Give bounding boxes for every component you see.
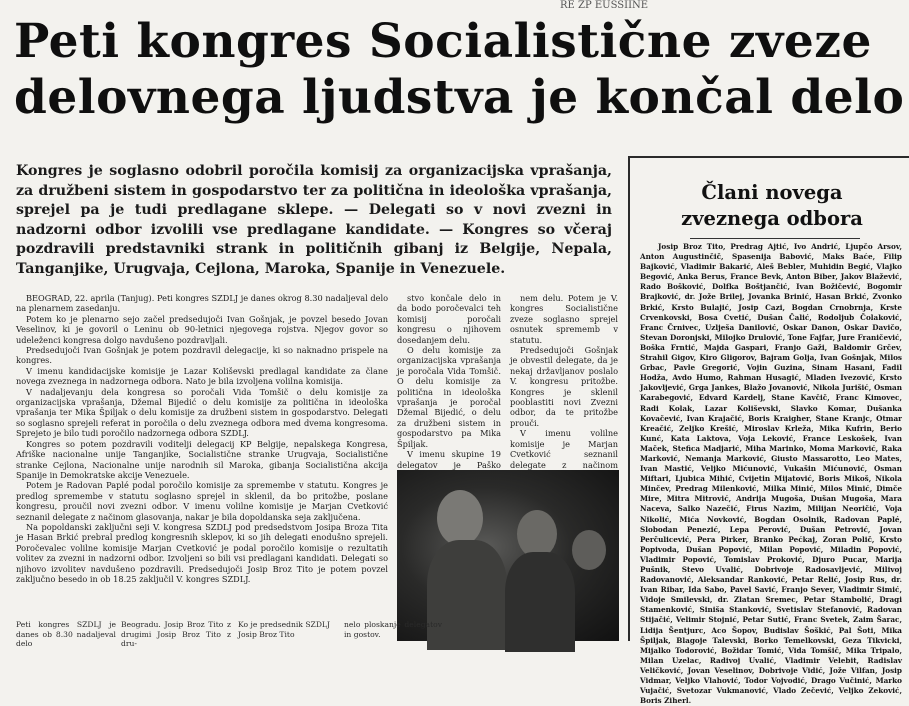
paragraph: V imenu kandidacijske komisije je Lazar Koliševski predlagal kandidate za člane novega zveznega in nadzornega odbora. Nato je bila izvoljena volilna komisija. — [16, 365, 388, 387]
paragraph: nem delu. Potem je V. kongres Socialistične zveze soglasno sprejel osnutek sprememb v statutu. — [510, 293, 618, 345]
paragraph: stvo končale delo in da bodo poročevalci teh komisij poročali kongresu o njihovem dosedanjem delu. — [397, 293, 501, 345]
congress-photo — [397, 470, 619, 641]
paragraph: Peti kongres SZDLJ je danes ob 8.30 nadaljeval delo — [16, 620, 116, 648]
paragraph: V imenu volilne komisije je Marjan Cvetković seznanil delegate z načinom — [510, 428, 618, 470]
paragraph: nelo ploskanje delegatov in gostov. — [344, 620, 442, 639]
next-article-fragment — [16, 620, 616, 648]
headline-line-1: Peti kongres Socialistične zveze — [14, 14, 872, 69]
fragment-column-4 — [344, 620, 442, 641]
fragment-column-1 — [16, 620, 116, 648]
paragraph: BEOGRAD, 22. aprila (Tanjug). Peti kongres SZDLJ je danes okrog 8.30 nadaljeval delo na plenarnem zasedanju. — [16, 293, 388, 314]
headline-line-2: delovnega ljudstva je končal delo — [14, 70, 905, 125]
paragraph: Ko je predsednik SZDLJ Josip Broz Tito — [238, 620, 330, 639]
paragraph: Kongres so potem pozdravili voditelji delegacij KP Belgije, nepalskega Kongresa, Afriške nacionalne unije Tanganjike, Socialistične stranke Urugvaja, Socialistične stranke Cejlona, Nacionalne unije narodnih sil Maroka, gibanja Socialistična akcija Spanije in Demokratske akcije Venezuele. — [16, 438, 388, 480]
headline — [14, 14, 904, 126]
fragment-column-2 — [121, 620, 231, 648]
members-list: Josip Broz Tito, Predrag Ajtić, Ivo Andrić, Ljupčo Arsov, Anton Augustinčič, Spasenija Babović, Maks Baće, Filip Bajković, Vladimir Bakarić, Aleš Bebler, Muhidin Begić, Vlajko Begović, Anka Berus, France Bevk, Anton Biber, Jakov Blažević, Rado Bošković, Dolfka Boštjančić, Ivan Božičević, Bogomir Brajković, dr. Jože Brilej, Jovanka Brinić, Hasan Brkić, Zvonko Brkić, Krsto Bulajić, Josip Cazi, Bogdan Crnobrnja, Krste Crvenkovski, Bosa Cvetić, Dušan Čalić, Rodoljub Čolaković, Franc Črnivec, Uzlješa Danilović, Oskar Danon, Oskar Davičo, Stevan Doronjski, Milojko Drulović, Tone Fajfar, Jure Franičević, Boška Frntić, Majda Gaspari, Franjo Gaži, Baldomir Grčev, Strahil Gigov, Kiro Gligorov, Bajram Golja, Ivan Gošnjak, Milos Grbac, Pavle Gregorić, Vojin Guzina, Sinam Hasani, Fadil Hodža, Avdo Humo, Rahman Husagić, Mladen Ivezović, Krsto Jakovljević, Grga Jankes, Blažo Jovanović, Nikola Jurišić, Osman Karabegović, Edvard Kardelj, Stane Kavčič, Franc Kimovec, Radi Kolak, Lazar Koliševski, Slavko Komar, Dušanka Kovačević, Ivan Krajačić, Boris Kraigher, Stane Kranjc, Otmar Kreačić, Zeljko Krešić, Miroslav Krleža, Mika Kufrin, Berio Kunć, Kata Laktova, Voja Leković, France Leskošek, Ivan Maček, Stefica Madjarić, Miha Marinko, Moma Marković, Raka Marković, Nemanja Marković, Giusto Massarotto, Leo Mates, Ivan Mastić, Veljko Mićunović, Vukašin Mićunović, Osman Miftari, Ljubica Mihić, Cvijetin Mijatović, Boris Mikoš, Nikola Minčev, Predrag Milenković, Milka Minić, Milos Minić, Dimče Mire, Mitra Mitrović, Andrija Mugoša, Dušan Mugoša, Mara Naceva, Salko Nazečić, Firus Nazim, Milijan Neoričić, Voja Nikolić, Mića Novković, Bogdan Osolnik, Radovan Paplé, Slobodan Penezić, Lepa Perović, Dušan Petrović, Jovan Perčulicević, Pera Pirker, Branko Pećkaj, Zoran Polič, Krsto Popivoda, Dušan Popović, Milan Popović, Miladin Popović, Vladimir Popović, Tomislav Proković, Djuro Pucar, Marija Pušnik, Stevo Uvalić, Dobrivoje Radosavljević, Milivoj Radovanović, Aleksandar Ranković, Petar Relić, Josip Rus, dr. Ivan Ribar, Ida Sabo, Pavel Savić, Franjo Sever, Vladimir Simić, Vidoje Smilevski, dr. Zlatan Sremec, Petar Stambolić, Dragi Stamenković, Siniša Stanković, Svetislav Stefanović, Radovan Stijačić, Velimir Stojnić, Petar Sutić, Franc Svetek, Zaim Šarac, Lidija Šentjurc, Aco Šopov, Budislav Šoškić, Pal Šoti, Mika Špiljak, Blagoje Talevski, Borko Temelkovski, Geza Tikvicki, Mijalko Todorović, Božidar Tomić, Vida Tomšič, Mika Tripalo, Milan Uzelac, Radivoj Uvalić, Vladimir Velebit, Radislav Veličković, Jovan Veselinov, Dobrivoje Vidić, Jože Vilfan, Josip Vidmar, Veljko Vlahović, Todor Vojvodić, Drago Vučinić, Marko Vujačić, Svetozar Vukmanović, Vlado Zečević, Veljko Zeković, Boris Ziherl. — [640, 242, 902, 706]
members-box — [628, 156, 909, 706]
paragraph: V nadaljevanju dela kongresa so poročali Vida Tomšič o delu komisije za organizacijska vprašanja, Džemal Bijedić o delu komisije za politična in ideološka vprašanja ter Mika Špiljak o delu komisije za družbeni sistem in gospodarstvo. Delegati so soglasno sprejeli referat in poročila o delu zveznega odbora med dvema kongresoma. Sprejeto je bilo tudi poročilo nadzornega odbora SZDLJ. — [16, 386, 388, 439]
lead-paragraph: Kongres je soglasno odobril poročila komisij za organizacijska vprašanja, za družbeni sistem in gospodarstvo ter za politična in ideološka vprašanja, sprejel pa je tudi predlagane sklepe. — Delegati so v novi zvezni in nadzorni odbor izvolili vse predlagane kandidate. — Kongres so včeraj pozdravili predstavniki strank in političnih gibanj iz Belgije, Nepala, Tanganjike, Urugvaja, Cejlona, Maroka, Spanije in Venezuele. — [16, 163, 612, 277]
paragraph: Potem ko je plenarno sejo začel predsedujoči Ivan Gošnjak, je povzel besedo Jovan Veselinov, ki je govoril o Leninu ob 90-letnici njegovega rojstva. Njegov govor so udeleženci kongresa dolgo navdušeno pozdravljali. — [16, 313, 388, 345]
members-box-title: Člani novega zveznega odbora — [681, 181, 863, 230]
paragraph: Potem je Radovan Paplé podal poročilo komisije za spremembe v statutu. Kongres je predlog spremembe v statutu soglasno sprejel in sklenil, da bo pritožbe, poslane kongresu, proučil novi zvezni odbor. V imenu volilne komisije je Marjan Cvetković seznanil delegate z načinom glasovanja, nakar je bila dopoldanska seja zaključena. — [16, 480, 388, 522]
paragraph: Predsedujoči Gošnjak je obvestil delegate, da je nekaj državljanov poslalo V. kongresu pritožbe. Kongres je sklenil pooblastiti novi Zvezni odbor, da te pritožbe prouči. — [510, 345, 618, 428]
divider — [690, 238, 860, 239]
paragraph: O delu komisije za organizacijska vprašanja je poročala Vida Tomšič. O delu komisije za politična in ideološka vprašanja je poročal Džemal Bijedić, o delu za družbeni sistem in gospodarstvo pa Mika Špiljak. — [397, 345, 501, 449]
paragraph: V imenu skupine 19 delegatov je Paško — [397, 449, 501, 470]
article-column-1 — [16, 293, 388, 584]
paragraph: Predsedujoči Ivan Gošnjak je potem pozdravil delegacije, ki so naknadno prispele na kongres. — [16, 345, 388, 366]
cropped-previous-article: RE ZP EUSSIINE — [560, 0, 649, 11]
paragraph: Beogradu. Josip Broz Tito z drugimi Josip Broz Tito z dru- — [121, 620, 231, 648]
paragraph: Na popoldanski zaključni seji V. kongresa SZDLJ pod predsedstvom Josipa Broza Tita je Hasan Brkić prebral predlog kongresnih sklepov, ki so jih delegati enodušno sprejeli. Poročevalec volilne komisije Marjan Cvetković je podal poročilo komisije o rezultatih volitev za zvezni in nadzorni odbor. Izvoljeni so bili vsi predlagani kandidati. Delegati so njihovo izvolitev navdušeno pozdravili. Predsedujoči Josip Broz Tito je potem povzel zaključno besedo in ob 18.25 zaključil V. kongres SZDLJ. — [16, 521, 388, 584]
fragment-column-3 — [238, 620, 330, 641]
